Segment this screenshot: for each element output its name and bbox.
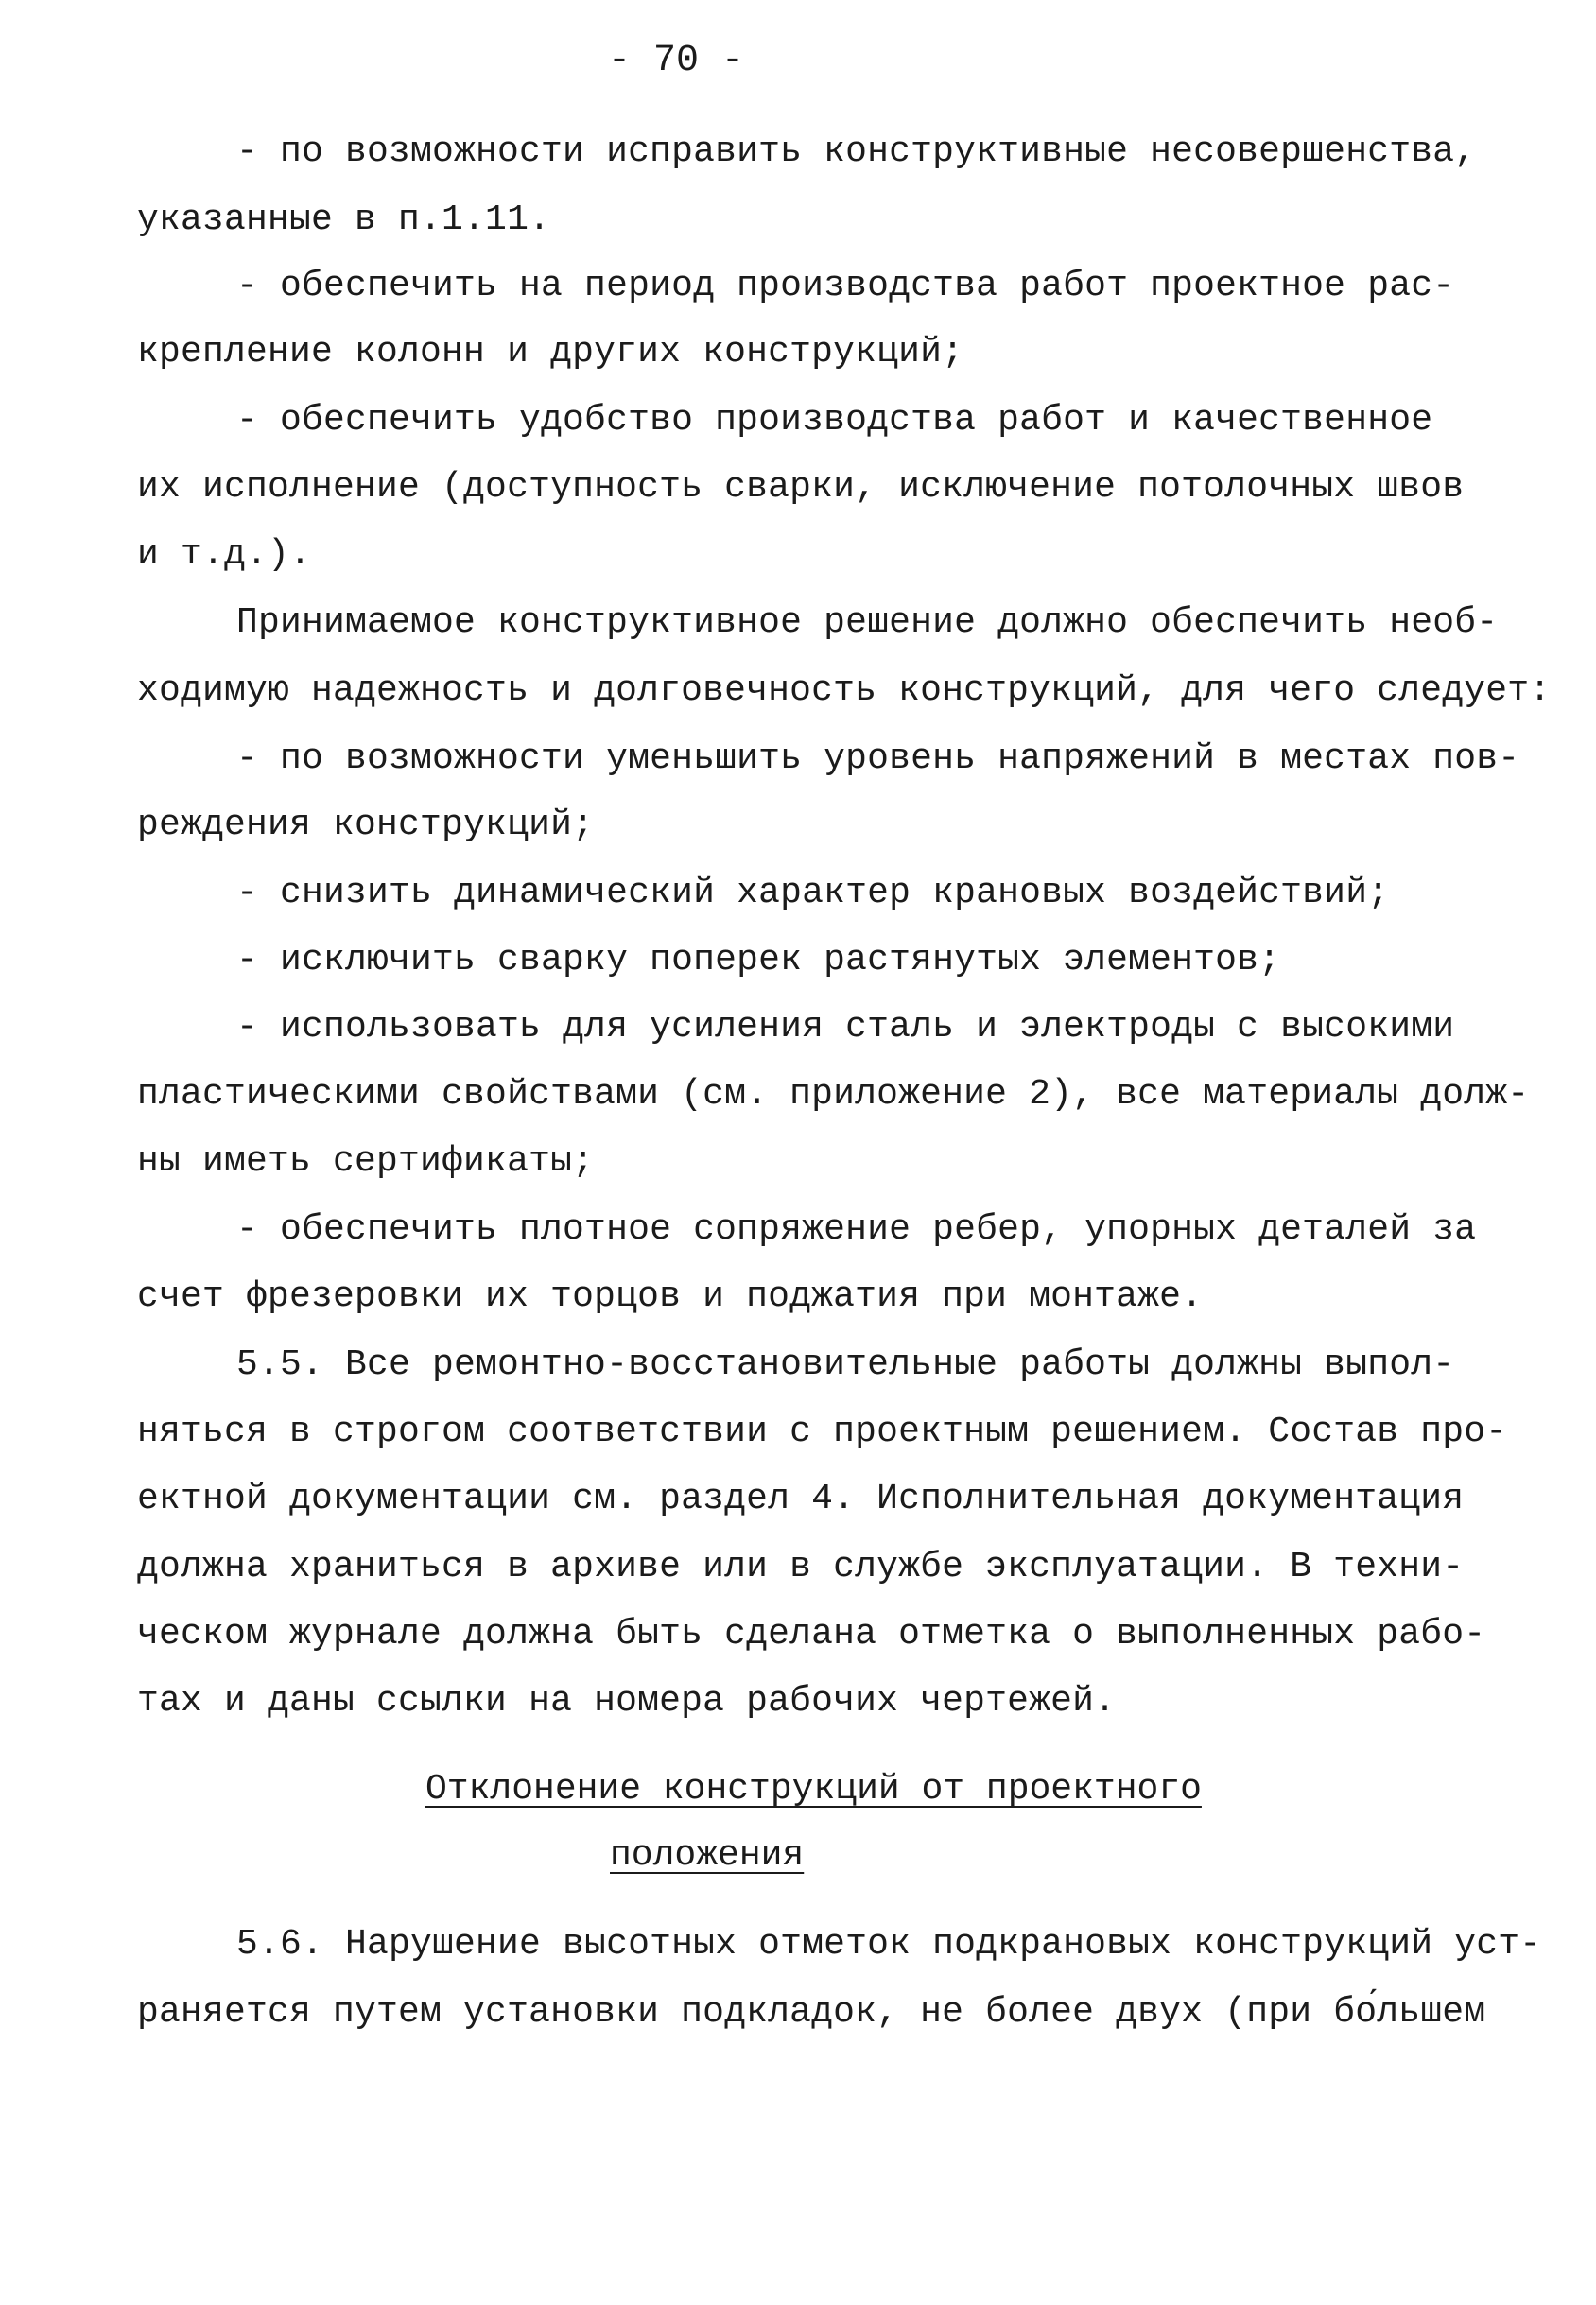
text-line: реждения конструкций; — [137, 805, 595, 845]
text-line: раняется путем установки подкладок, не более двух (при бо́льшем — [137, 1992, 1486, 2033]
text-line: ходимую надежность и долговечность конструкций, для чего следует: — [137, 670, 1552, 711]
section-heading-line-2: положения — [610, 1835, 805, 1876]
text-line: счет фрезеровки их торцов и поджатия при монтаже. — [137, 1276, 1204, 1317]
text-line: - использовать для усиления сталь и электроды с высокими — [236, 1007, 1455, 1048]
text-line: няться в строгом соответствии с проектным решением. Состав про- — [137, 1412, 1508, 1452]
text-line: крепление колонн и других конструкций; — [137, 332, 964, 373]
text-line: - обеспечить на период производства работ проектное рас- — [236, 266, 1455, 306]
text-line: - исключить сварку поперек растянутых элементов; — [236, 940, 1281, 980]
text-line: 5.6. Нарушение высотных отметок подкрановых конструкций уст- — [236, 1924, 1542, 1965]
text-line: - обеспечить плотное сопряжение ребер, упорных деталей за — [236, 1209, 1477, 1250]
text-line: должна храниться в архиве или в службе эксплуатации. В техни- — [137, 1547, 1465, 1587]
text-line: ны иметь сертификаты; — [137, 1141, 595, 1182]
text-line: - по возможности исправить конструктивные несовершенства, — [236, 131, 1477, 172]
text-line: 5.5. Все ремонтно-восстановительные работы должны выпол- — [236, 1344, 1455, 1385]
text-line: ческом журнале должна быть сделана отметка о выполненных рабо- — [137, 1614, 1486, 1655]
text-line: - обеспечить удобство производства работ и качественное — [236, 400, 1433, 441]
text-line: и т.д.). — [137, 534, 312, 575]
text-line: тах и даны ссылки на номера рабочих чертежей. — [137, 1681, 1117, 1722]
text-line: Принимаемое конструктивное решение должно обеспечить необ- — [236, 602, 1499, 643]
text-line: их исполнение (доступность сварки, исключение потолочных швов — [137, 467, 1465, 508]
text-line: указанные в п.1.11. — [137, 199, 551, 240]
text-line: - снизить динамический характер крановых воздействий; — [236, 873, 1390, 913]
section-heading-line-1: Отклонение конструкций от проектного — [425, 1769, 1202, 1810]
text-line: пластическими свойствами (см. приложение 2), все материалы долж- — [137, 1074, 1530, 1115]
text-line: - по возможности уменьшить уровень напряжений в местах пов- — [236, 738, 1520, 779]
page-number: - 70 - — [607, 40, 745, 82]
text-line: ектной документации см. раздел 4. Исполнительная документация — [137, 1479, 1465, 1519]
